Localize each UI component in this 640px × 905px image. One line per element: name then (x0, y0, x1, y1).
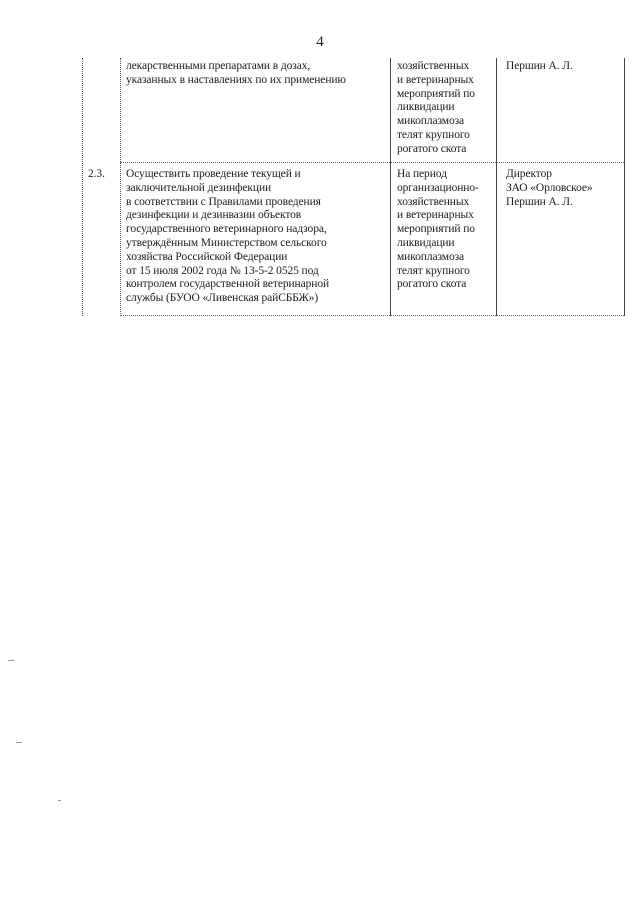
column-rule-left (82, 58, 83, 316)
text-line: ЗАО «Орловское» (506, 181, 593, 194)
text-line: рогатого скота (397, 142, 467, 155)
text-line: утверждённым Министерством сельского (126, 236, 327, 249)
text-line: мероприятий по (397, 87, 475, 100)
row1-period (397, 60, 475, 157)
table-bottom-rule (120, 315, 624, 316)
row2-number: 2.3. (88, 168, 105, 180)
text-line: хозяйственных (397, 60, 470, 72)
text-line: в соответствии с Правилами проведения (126, 195, 321, 208)
text-line: мероприятий по (397, 223, 475, 236)
text-line: контролем государственной ветеринарной (126, 278, 330, 291)
row2-responsible (506, 168, 593, 209)
text-line: заключительной дезинфекции (126, 181, 272, 194)
row1-responsible (506, 60, 573, 74)
text-line: организационно- (397, 181, 479, 194)
text-line: от 15 июля 2002 года № 13-5-2 0525 под (126, 264, 319, 277)
column-rule-action (390, 58, 391, 316)
row-divider (120, 162, 624, 163)
text-line: службы (БУОО «Ливенская райСББЖ») (126, 292, 319, 305)
text-line: дезинфекции и дезинвазии объектов (126, 209, 302, 222)
text-line: хозяйственных (397, 195, 470, 208)
text-line: и ветеринарных (397, 73, 474, 86)
column-rule-right (624, 58, 625, 316)
scan-margin-mark (58, 800, 61, 801)
text-line: телят крупного (397, 264, 470, 277)
row2-action (126, 168, 329, 306)
text-line: Першин А. Л. (506, 60, 573, 72)
text-line: телят крупного (397, 128, 470, 141)
text-line: ликвидации (397, 236, 455, 249)
text-line: лекарственными препаратами в дозах, (126, 60, 311, 72)
text-line: и ветеринарных (397, 209, 474, 222)
row1-action (126, 60, 346, 88)
text-line: государственного ветеринарного надзора, (126, 223, 327, 236)
text-line: рогатого скота (397, 278, 467, 291)
scan-margin-mark (8, 660, 14, 661)
text-line: хозяйства Российской Федерации (126, 250, 288, 263)
measures-table (68, 58, 628, 318)
page-number: 4 (316, 34, 324, 50)
text-line: Першин А. Л. (506, 195, 573, 208)
text-line: микоплазмоза (397, 115, 465, 128)
text-line: Директор (506, 168, 552, 180)
text-line: микоплазмоза (397, 250, 465, 263)
text-line: указанных в наставлениях по их применению (126, 73, 346, 86)
scan-margin-mark (16, 742, 22, 743)
column-rule-period (496, 58, 497, 316)
text-line: На период (397, 168, 447, 180)
row2-period (397, 168, 479, 292)
text-line: ликвидации (397, 101, 455, 114)
column-rule-number (120, 58, 121, 316)
text-line: Осуществить проведение текущей и (126, 168, 301, 180)
